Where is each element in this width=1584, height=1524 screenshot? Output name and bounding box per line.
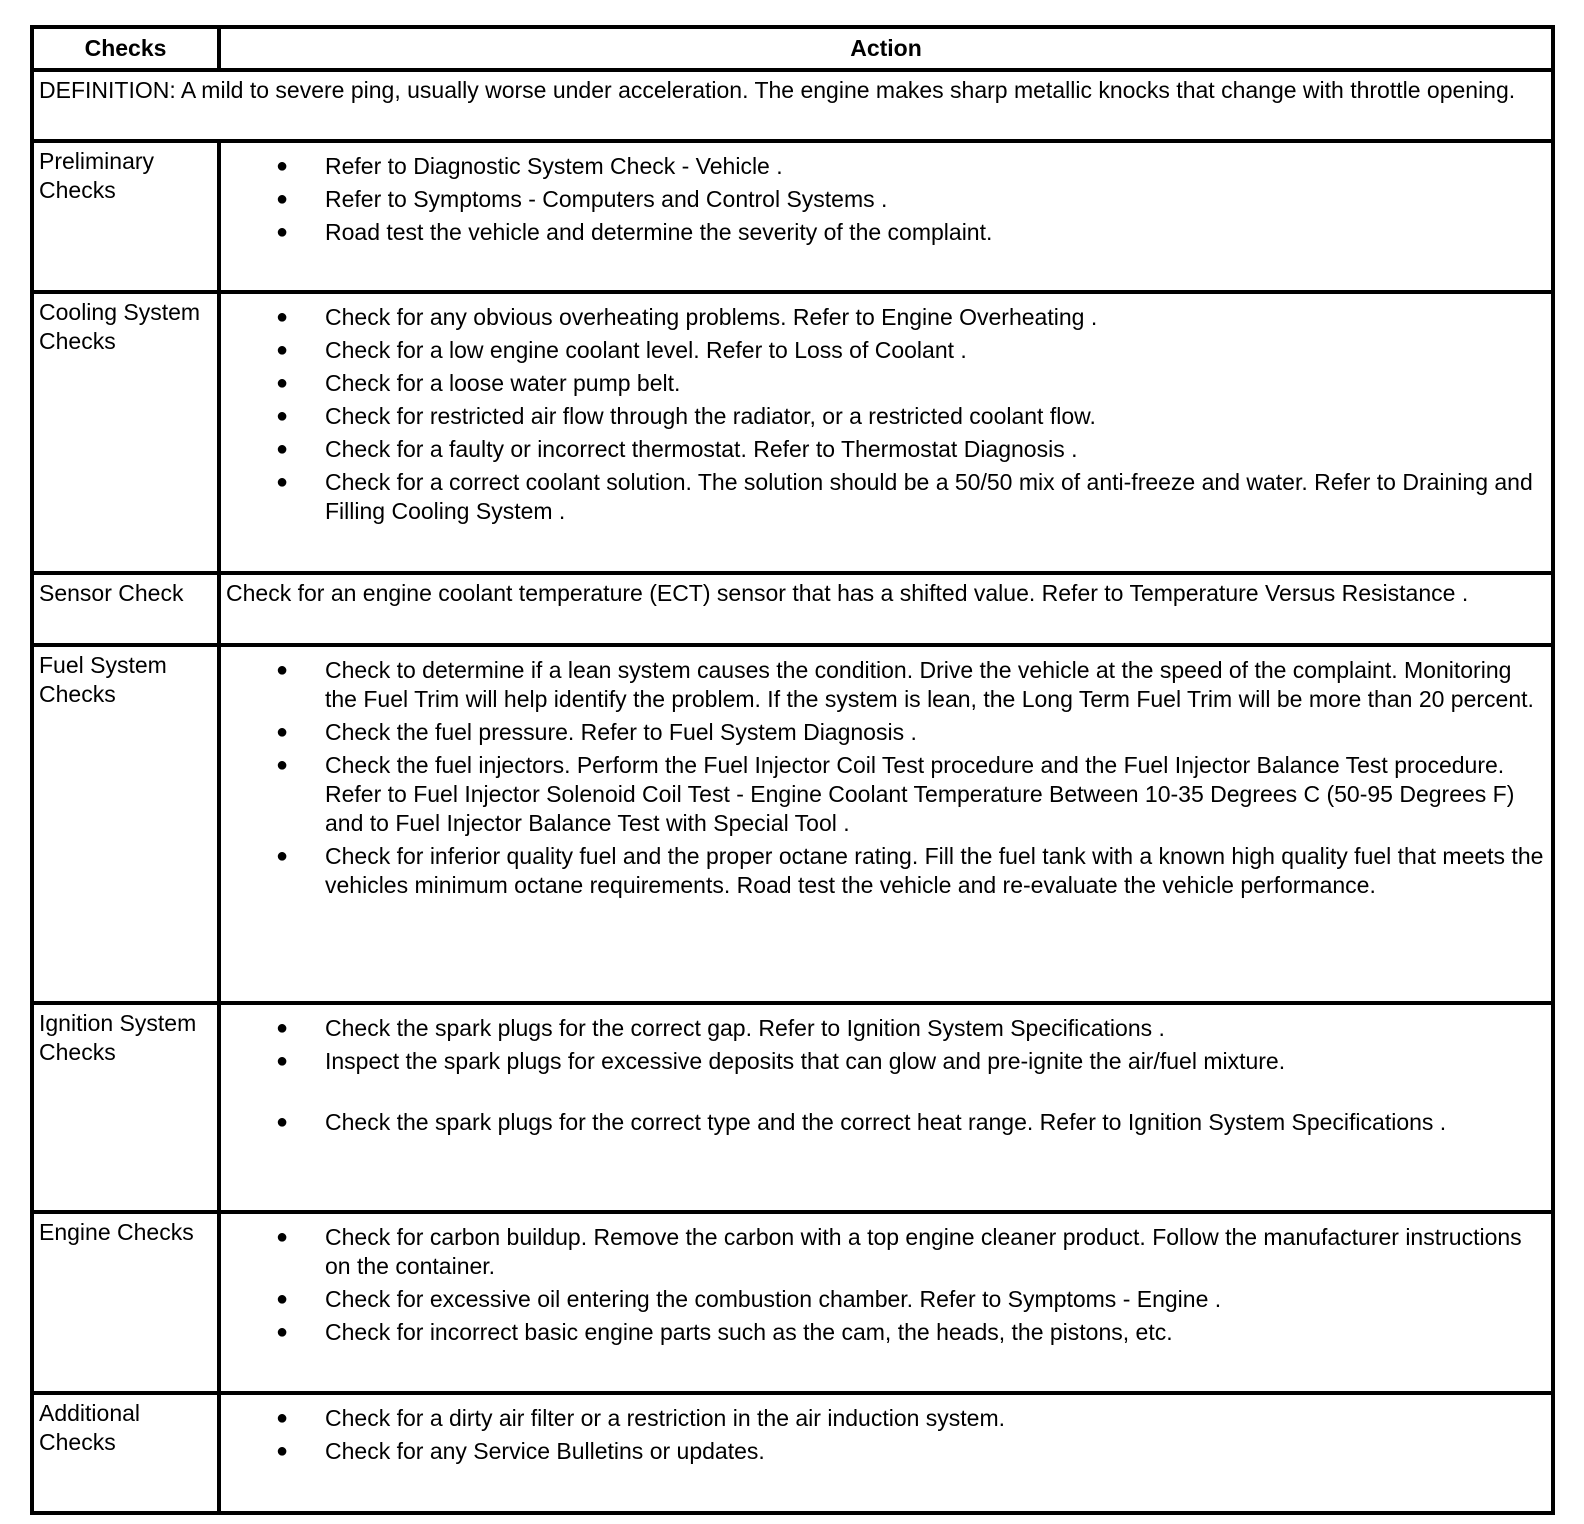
item-text: Check for any obvious overheating problems. Refer to Engine Overheating . bbox=[325, 304, 1098, 331]
action-list bbox=[221, 1005, 1551, 1137]
row-engine-checks bbox=[32, 1212, 1553, 1393]
action-list bbox=[221, 294, 1551, 526]
action-list bbox=[221, 1395, 1551, 1466]
bullet-icon: ● bbox=[276, 1440, 289, 1463]
row-label: Preliminary Checks bbox=[32, 141, 219, 292]
item-text: Check for incorrect basic engine parts such as the cam, the heads, the pistons, etc. bbox=[325, 1319, 1173, 1346]
definition-row bbox=[32, 70, 1553, 141]
item-text: Check the spark plugs for the correct gap. Refer to Ignition System Specifications . bbox=[325, 1015, 1165, 1042]
list-item bbox=[221, 1223, 1545, 1281]
row-additional-checks bbox=[32, 1393, 1553, 1513]
header-checks: Checks bbox=[32, 27, 219, 70]
list-item bbox=[221, 656, 1545, 714]
bullet-icon: ● bbox=[276, 1407, 289, 1430]
row-label: Ignition System Checks bbox=[32, 1003, 219, 1212]
list-item bbox=[221, 718, 1545, 747]
row-action bbox=[219, 1212, 1553, 1393]
bullet-icon: ● bbox=[276, 1050, 289, 1073]
list-item bbox=[221, 336, 1545, 365]
bullet-icon: ● bbox=[276, 187, 289, 210]
list-item bbox=[221, 1108, 1545, 1137]
list-item bbox=[221, 1318, 1545, 1347]
bullet-icon: ● bbox=[276, 844, 289, 867]
row-label: Additional Checks bbox=[32, 1393, 219, 1513]
bullet-icon: ● bbox=[276, 339, 289, 362]
item-text: Inspect the spark plugs for excessive deposits that can glow and pre-ignite the air/fuel mixture. bbox=[325, 1048, 1286, 1075]
bullet-icon: ● bbox=[276, 438, 289, 461]
item-text: Check the spark plugs for the correct type and the correct heat range. Refer to Ignition System Specifications . bbox=[325, 1109, 1447, 1136]
list-item bbox=[221, 185, 1545, 214]
item-text: Check for carbon buildup. Remove the carbon with a top engine cleaner product. Follow the manufacturer instructions on the container. bbox=[325, 1224, 1522, 1280]
action-list bbox=[221, 647, 1551, 900]
list-item bbox=[221, 1285, 1545, 1314]
item-text: Refer to Symptoms - Computers and Control Systems . bbox=[325, 185, 888, 212]
row-action bbox=[219, 1393, 1553, 1513]
row-label: Fuel System Checks bbox=[32, 645, 219, 1004]
item-text: Road test the vehicle and determine the severity of the complaint. bbox=[325, 218, 993, 245]
row-action bbox=[219, 1003, 1553, 1212]
list-item bbox=[221, 468, 1545, 526]
action-list bbox=[221, 1214, 1551, 1347]
diagnostic-table bbox=[30, 25, 1555, 1515]
bullet-icon: ● bbox=[276, 154, 289, 177]
row-label: Engine Checks bbox=[32, 1212, 219, 1393]
list-item bbox=[221, 218, 1545, 247]
bullet-icon: ● bbox=[276, 220, 289, 243]
item-text: Check for restricted air flow through the radiator, or a restricted coolant flow. bbox=[325, 403, 1096, 430]
item-text: Check the fuel injectors. Perform the Fuel Injector Coil Test procedure and the Fuel Injector Balance Test procedure. Refer to Fuel Injector Solenoid Coil Test - Engine Coolant Temperature Between 10-35 Degrees C (50-95 Degrees F) and to Fuel Injector Balance Test with Special Tool . bbox=[325, 751, 1515, 836]
header-action: Action bbox=[219, 27, 1553, 70]
item-text: Check for a dirty air filter or a restriction in the air induction system. bbox=[325, 1405, 1006, 1432]
item-text: Refer to Diagnostic System Check - Vehicle . bbox=[325, 152, 783, 179]
bullet-icon: ● bbox=[276, 1111, 289, 1134]
item-text: Check for excessive oil entering the combustion chamber. Refer to Symptoms - Engine . bbox=[325, 1286, 1222, 1313]
action-list bbox=[221, 143, 1551, 247]
list-item bbox=[221, 152, 1545, 181]
row-ignition-system-checks bbox=[32, 1003, 1553, 1212]
bullet-icon: ● bbox=[276, 658, 289, 681]
row-action bbox=[219, 141, 1553, 292]
row-action bbox=[219, 292, 1553, 573]
item-text: Check for a low engine coolant level. Refer to Loss of Coolant . bbox=[325, 337, 967, 364]
bullet-icon: ● bbox=[276, 372, 289, 395]
bullet-icon: ● bbox=[276, 720, 289, 743]
bullet-icon: ● bbox=[276, 1017, 289, 1040]
list-item bbox=[221, 1047, 1545, 1076]
item-text: Check to determine if a lean system causes the condition. Drive the vehicle at the speed of the complaint. Monitoring the Fuel Trim will help identify the problem. If the system is lean, the Long Term Fuel Trim will be more than 20 percent. bbox=[325, 656, 1534, 712]
list-item bbox=[221, 402, 1545, 431]
row-fuel-system-checks bbox=[32, 645, 1553, 1004]
list-item bbox=[221, 1404, 1545, 1433]
list-item bbox=[221, 1014, 1545, 1043]
list-item bbox=[221, 303, 1545, 332]
row-action-text: Check for an engine coolant temperature (ECT) sensor that has a shifted value. Refer to Temperature Versus Resistance . bbox=[219, 573, 1553, 644]
row-sensor-check bbox=[32, 573, 1553, 644]
row-cooling-system-checks bbox=[32, 292, 1553, 573]
bullet-icon: ● bbox=[276, 1321, 289, 1344]
item-text: Check the fuel pressure. Refer to Fuel System Diagnosis . bbox=[325, 718, 917, 745]
row-label: Cooling System Checks bbox=[32, 292, 219, 573]
list-item bbox=[221, 842, 1545, 900]
bullet-icon: ● bbox=[276, 306, 289, 329]
row-preliminary-checks bbox=[32, 141, 1553, 292]
list-item bbox=[221, 1437, 1545, 1466]
bullet-icon: ● bbox=[276, 1226, 289, 1249]
item-text: Check for any Service Bulletins or updates. bbox=[325, 1438, 765, 1465]
row-action bbox=[219, 645, 1553, 1004]
item-text: Check for a loose water pump belt. bbox=[325, 370, 681, 397]
list-item bbox=[221, 435, 1545, 464]
bullet-icon: ● bbox=[276, 405, 289, 428]
bullet-icon: ● bbox=[276, 753, 289, 776]
header-row bbox=[32, 27, 1553, 70]
list-item bbox=[221, 751, 1545, 838]
item-text: Check for inferior quality fuel and the proper octane rating. Fill the fuel tank with a known high quality fuel that meets the vehicles minimum octane requirements. Road test the vehicle and re-evaluate the vehicle performance. bbox=[325, 842, 1544, 898]
item-text: Check for a correct coolant solution. The solution should be a 50/50 mix of anti-freeze and water. Refer to Draining and Filling Cooling System . bbox=[325, 469, 1533, 525]
list-item bbox=[221, 369, 1545, 398]
row-label: Sensor Check bbox=[32, 573, 219, 644]
item-text: Check for a faulty or incorrect thermostat. Refer to Thermostat Diagnosis . bbox=[325, 436, 1078, 463]
bullet-icon: ● bbox=[276, 1288, 289, 1311]
bullet-icon: ● bbox=[276, 471, 289, 494]
definition-text: DEFINITION: A mild to severe ping, usually worse under acceleration. The engine makes sharp metallic knocks that change with throttle opening. bbox=[32, 70, 1553, 141]
